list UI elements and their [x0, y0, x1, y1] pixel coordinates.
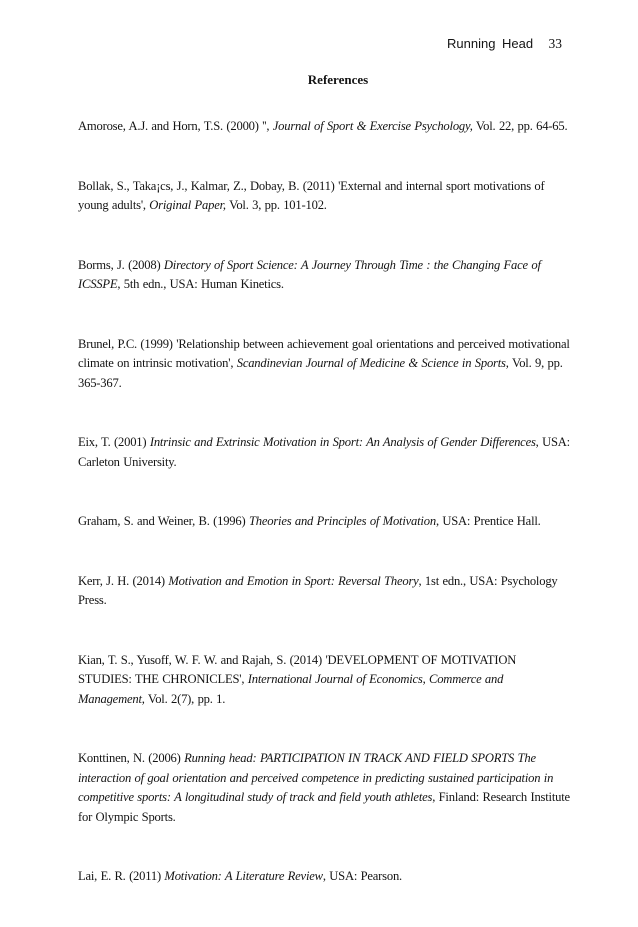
- reference-text: , USA: Carleton University.: [78, 435, 570, 469]
- reference-text: Konttinen, N. (2006): [78, 751, 185, 765]
- reference-entry: [78, 749, 570, 827]
- reference-text: Kian, T. S., Yusoff, W. F. W. and Rajah, S. (2014) 'DEVELOPMENT OF MOTIVATION STUDIES: THE CHRONICLES',: [78, 652, 517, 686]
- reference-text: , USA: Prentice Hall.: [435, 514, 541, 528]
- reference-text: Kerr, J. H. (2014): [78, 573, 169, 588]
- reference-italic-text: Original Paper,: [149, 198, 226, 212]
- reference-text: , 5th edn., USA: Human Kinetics.: [117, 277, 284, 291]
- reference-entry: [78, 512, 570, 532]
- reference-text: , 1st edn., USA: Psychology Press.: [78, 573, 558, 607]
- reference-italic-text: Theories and Principles of Motivation: [248, 514, 436, 528]
- reference-text: , USA: Pearson.: [322, 869, 403, 883]
- reference-italic-text: Directory of Sport Science: A Journey Through Time : the Changing Face of ICSSPE: [78, 257, 541, 291]
- reference-text: Eix, T. (2001): [78, 435, 150, 449]
- running-head-label: Running Head: [447, 36, 534, 51]
- reference-entry: [78, 651, 570, 710]
- reference-entry: [78, 867, 570, 887]
- reference-italic-text: Scandinevian Journal of Medicine & Science in Sports,: [236, 356, 509, 370]
- reference-italic-text: Motivation and Emotion in Sport: Reversal Theory: [168, 573, 419, 588]
- reference-entry: [78, 572, 570, 611]
- reference-entry: [78, 433, 570, 472]
- page-number: 33: [548, 36, 562, 51]
- reference-text: Brunel, P.C. (1999) 'Relationship between achievement goal orientations and perceived motivational climate on intrinsic motivation',: [78, 336, 570, 370]
- reference-text: Vol. 2(7), pp. 1.: [144, 691, 226, 706]
- reference-entry: [78, 256, 570, 295]
- reference-entry: [78, 335, 570, 394]
- reference-italic-text: International Journal of Economics, Commerce and Management,: [78, 672, 504, 706]
- references-heading: References: [307, 72, 369, 87]
- reference-entry: [78, 177, 570, 216]
- reference-text: Vol. 9, pp. 365-367.: [78, 356, 563, 390]
- running-head: [447, 36, 562, 52]
- reference-text: Borms, J. (2008): [78, 257, 164, 272]
- reference-text: Bollak, S., Taka¡cs, J., Kalmar, Z., Dobay, B. (2011) 'External and internal sport motivations of young adults',: [78, 178, 545, 212]
- reference-italic-text: Running head: PARTICIPATION IN TRACK AND FIELD SPORTS The interaction of goal orientation and perceived competence in predicting sustained participation in competitive sports: A longitudinal study of track and field youth athletes: [78, 751, 554, 804]
- references-list: [78, 117, 570, 927]
- reference-italic-text: Intrinsic and Extrinsic Motivation in Sport: An Analysis of Gender Differences: [149, 435, 536, 449]
- reference-text: Lai, E. R. (2011): [78, 869, 165, 883]
- reference-entry: [78, 117, 570, 137]
- reference-italic-text: Motivation: A Literature Review: [164, 869, 323, 883]
- reference-text: Vol. 22, pp. 64-65.: [472, 119, 568, 133]
- reference-text: Graham, S. and Weiner, B. (1996): [78, 514, 249, 528]
- reference-text: Vol. 3, pp. 101-102.: [225, 198, 327, 212]
- reference-italic-text: Journal of Sport & Exercise Psychology,: [272, 119, 473, 133]
- reference-text: , Finland: Research Institute for Olympic Sports.: [78, 790, 570, 824]
- reference-text: Amorose, A.J. and Horn, T.S. (2000) '',: [78, 119, 273, 133]
